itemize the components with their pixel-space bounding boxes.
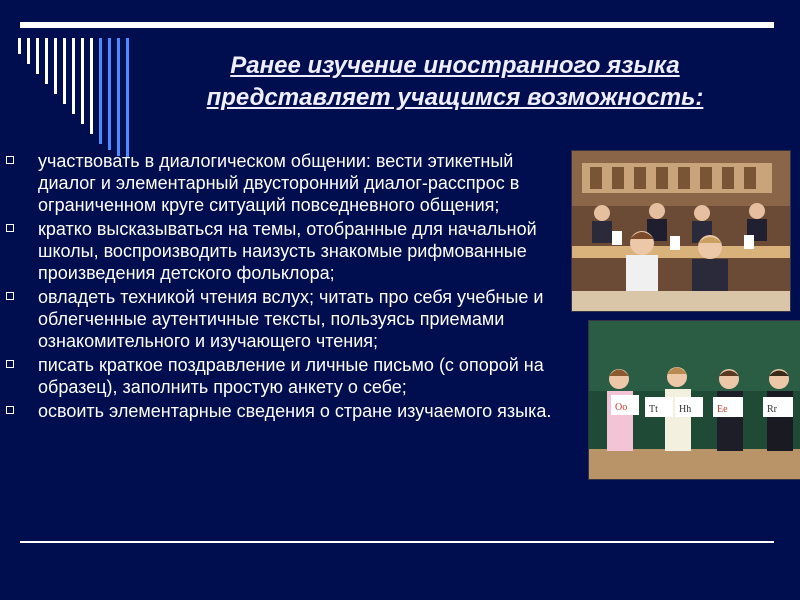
- square-bullet-icon: [6, 292, 14, 300]
- bullet-item: [0, 218, 565, 284]
- card-label: Hh: [679, 404, 692, 415]
- bullet-item: [0, 354, 565, 398]
- card-label: Tt: [649, 404, 658, 415]
- square-bullet-icon: [6, 224, 14, 232]
- bullet-text: овладеть техникой чтения вслух; читать про себя учебные и облегченные аутентичные тексты, пользуясь приемами ознакомительного и изучающего чтения;: [38, 287, 544, 351]
- title-line-2: представляет учащимся возможность:: [206, 84, 704, 111]
- decorative-stripes-icon: [18, 38, 138, 158]
- bullet-list: [0, 150, 565, 424]
- title-line-1: Ранее изучение иностранного языка: [230, 52, 680, 79]
- bullet-text: освоить элементарные сведения о стране изучаемого языка.: [38, 401, 552, 421]
- square-bullet-icon: [6, 360, 14, 368]
- square-bullet-icon: [6, 156, 14, 164]
- bullet-item: [0, 400, 565, 422]
- bullet-text: писать краткое поздравление и личные письмо (с опорой на образец), заполнить простую анкету о себе;: [38, 355, 544, 397]
- classroom-photo: [571, 150, 791, 312]
- students-with-cards-photo: [588, 320, 800, 480]
- card-label: Ee: [717, 404, 728, 415]
- slide-title: [150, 50, 760, 114]
- card-label: Oo: [615, 402, 628, 413]
- square-bullet-icon: [6, 406, 14, 414]
- bullet-item: [0, 150, 565, 216]
- bullet-text: кратко высказываться на темы, отобранные для начальной школы, воспроизводить наизусть знакомые рифмованные произведения детского фольклора;: [38, 219, 537, 283]
- bottom-divider: [20, 541, 774, 543]
- top-divider: [20, 22, 774, 28]
- bullet-text: участвовать в диалогическом общении: вести этикетный диалог и элементарный двусторонний диалог-расспрос в ограниченном круге ситуаций повседневного общения;: [38, 151, 520, 215]
- card-label: Rr: [767, 404, 777, 415]
- bullet-item: [0, 286, 565, 352]
